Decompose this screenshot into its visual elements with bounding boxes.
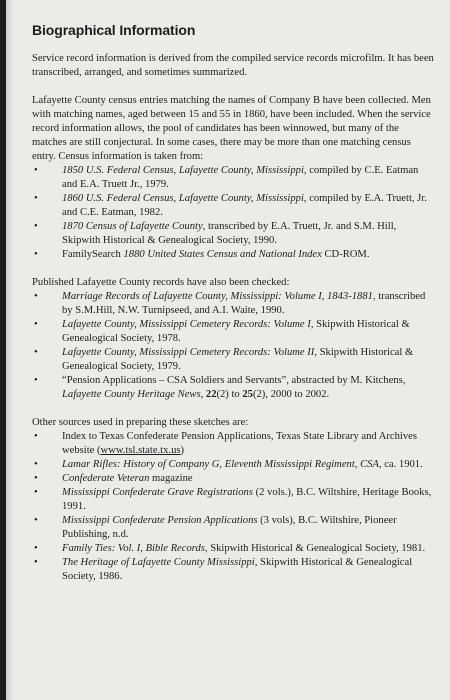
source-title: 1870 Census of Lafayette County bbox=[62, 221, 203, 232]
document-page bbox=[6, 0, 450, 700]
other-source-item: • The Heritage of Lafayette County Mississippi, Skipwith Historical & Genealogical Society, 1986. bbox=[32, 556, 434, 584]
source-title: Lamar Rifles: History of Company G, Eleventh Mississippi Regiment, CSA bbox=[62, 459, 379, 470]
records-item: • Lafayette County, Mississippi Cemetery Records: Volume II, Skipwith Historical & Genealogical Society, 1979. bbox=[32, 346, 434, 374]
source-title: Lafayette County, Mississippi Cemetery Records: Volume I bbox=[62, 319, 311, 330]
other-source-item: • Mississippi Confederate Grave Registrations (2 vols.), B.C. Wiltshire, Heritage Books, 1991. bbox=[32, 486, 434, 514]
website-link[interactable]: www.tsl.state.tx.us bbox=[100, 445, 181, 456]
records-list bbox=[32, 290, 434, 402]
other-source-item: • Lamar Rifles: History of Company G, Eleventh Mississippi Regiment, CSA, ca. 1901. bbox=[32, 458, 434, 472]
other-source-item: • Mississippi Confederate Pension Applications (3 vols), B.C. Wiltshire, Pioneer Publishing, n.d. bbox=[32, 514, 434, 542]
source-title: Confederate Veteran bbox=[62, 473, 150, 484]
source-title: Mississippi Confederate Grave Registrations bbox=[62, 487, 253, 498]
census-paragraph: Lafayette County census entries matching the names of Company B have been collected. Men with matching names, aged between 15 and 55 in 1860, have been included. When the service record information allows, the pool of candidates has been winnowed, but many of the matches are still conjectural. In some cases, there may be more than one matching census entry. Census information is taken from: bbox=[32, 95, 431, 162]
records-item: • “Pension Applications – CSA Soldiers and Servants”, abstracted by M. Kitchens, Lafayette County Heritage News, 22(2) to 25(2), 2000 to 2002. bbox=[32, 374, 434, 402]
records-item: • Lafayette County, Mississippi Cemetery Records: Volume I, Skipwith Historical & Genealogical Society, 1978. bbox=[32, 318, 434, 346]
intro-paragraph: Service record information is derived from the compiled service records microfilm. It has been transcribed, arranged, and sometimes summarized. bbox=[32, 53, 434, 78]
records-paragraph: Published Lafayette County records have also been checked: bbox=[32, 277, 290, 288]
volume-number: 25 bbox=[242, 389, 253, 400]
census-item: • 1850 U.S. Federal Census, Lafayette County, Mississippi, compiled by C.E. Eatman and E.A. Truett Jr., 1979. bbox=[32, 164, 434, 192]
source-title: 1880 United States Census and National Index bbox=[123, 249, 322, 260]
source-title: 1860 U.S. Federal Census, Lafayette County, Mississippi bbox=[62, 193, 304, 204]
source-title: The Heritage of Lafayette County Mississippi bbox=[62, 557, 255, 568]
source-title: Lafayette County, Mississippi Cemetery Records: Volume II bbox=[62, 347, 315, 358]
source-title: 1850 U.S. Federal Census, Lafayette County, Mississippi bbox=[62, 165, 304, 176]
other-source-item: • Confederate Veteran magazine bbox=[32, 472, 434, 486]
census-list bbox=[32, 164, 434, 262]
source-title: Mississippi Confederate Pension Applications bbox=[62, 515, 258, 526]
source-title: Lafayette County Heritage News bbox=[62, 389, 201, 400]
page-heading: Biographical Information bbox=[32, 22, 196, 38]
other-source-item: • Index to Texas Confederate Pension Applications, Texas State Library and Archives website (www.tsl.state.tx.us) bbox=[32, 430, 434, 458]
census-item: • 1860 U.S. Federal Census, Lafayette County, Mississippi, compiled by E.A. Truett, Jr. and C.E. Eatman, 1982. bbox=[32, 192, 434, 220]
other-source-item: • Family Ties: Vol. I, Bible Records, Skipwith Historical & Genealogical Society, 1981. bbox=[32, 542, 434, 556]
volume-number: 22 bbox=[205, 389, 217, 400]
other-sources-list bbox=[32, 430, 434, 584]
source-title: Marriage Records of Lafayette County, Mississippi: Volume I, 1843-1881 bbox=[62, 291, 373, 302]
records-item: • Marriage Records of Lafayette County, Mississippi: Volume I, 1843-1881, transcribed by S.M.Hill, N.W. Turnipseed, and A.I. Waite, 1990. bbox=[32, 290, 434, 318]
census-item: • 1870 Census of Lafayette County, transcribed by E.A. Truett, Jr. and S.M. Hill, Skipwith Historical & Genealogical Society, 1990. bbox=[32, 220, 434, 248]
source-title: Family Ties: Vol. I, Bible Records bbox=[62, 543, 205, 554]
census-item: • FamilySearch 1880 United States Census and National Index CD-ROM. bbox=[32, 248, 434, 262]
other-sources-paragraph: Other sources used in preparing these sketches are: bbox=[32, 417, 249, 428]
